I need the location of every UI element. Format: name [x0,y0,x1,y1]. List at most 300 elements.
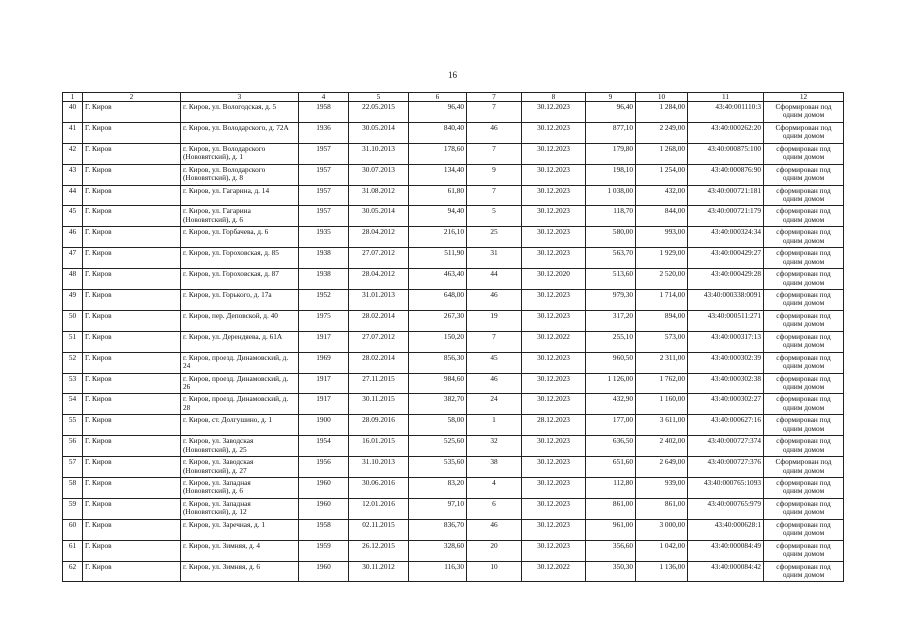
cell-cadastral-number: 43:40:001110:3 [688,102,764,123]
cell-residents: 45 [467,352,522,373]
cell-area-total: 960,50 [586,352,636,373]
cell-address: г. Киров, ул. Вологодская, д. 5 [181,102,299,123]
cell-area-living: 856,30 [409,352,467,373]
cell-cadastral-number: 43:40:000721:181 [688,185,764,206]
cell-address: г. Киров, ст. Долгушино, д. 1 [181,415,299,436]
cell-area-living: 116,30 [409,561,467,582]
cell-land-area: 3 000,00 [636,519,688,540]
cell-land-status: Сформирован под одним домом [764,122,844,143]
table-row [63,269,844,290]
cell-area-living: 984,60 [409,373,467,394]
cell-address: г. Киров, ул. Заречная, д. 1 [181,519,299,540]
cell-address: г. Киров, ул. Гороховская, д. 85 [181,248,299,269]
cell-city: Г. Киров [83,102,181,123]
cell-row-number: 60 [63,519,83,540]
cell-land-area: 2 402,00 [636,436,688,457]
cell-date: 02.11.2015 [349,519,409,540]
cell-year-built: 1938 [299,248,349,269]
cell-date: 31.01.2013 [349,290,409,311]
cell-area-total: 432,90 [586,394,636,415]
cell-cadastral-number: 43:40:000338:0091 [688,290,764,311]
cell-land-area: 1 136,00 [636,561,688,582]
cell-row-number: 42 [63,143,83,164]
cell-city: Г. Киров [83,206,181,227]
cell-land-status: Сформирован под одним домом [764,102,844,123]
column-header-8: 8 [522,93,586,102]
cell-area-living: 150,20 [409,331,467,352]
cell-land-status: сформирован под одним домом [764,269,844,290]
table-row [63,143,844,164]
cell-year-built: 1960 [299,498,349,519]
cell-cadastral-number: 43:40:000765:1093 [688,478,764,499]
cell-cadastral-number: 43:40:000317:13 [688,331,764,352]
cell-city: Г. Киров [83,352,181,373]
cell-residents: 46 [467,122,522,143]
cell-row-number: 62 [63,561,83,582]
cell-address: г. Киров, ул. Володарского (Нововятский), д. 1 [181,143,299,164]
cell-area-total: 513,60 [586,269,636,290]
cell-row-number: 52 [63,352,83,373]
cell-cadastral-number: 43:40:000765:979 [688,498,764,519]
cell-land-area: 1 042,00 [636,540,688,561]
cell-residents: 46 [467,290,522,311]
cell-deadline: 30.12.2023 [522,227,586,248]
cell-residents: 31 [467,248,522,269]
table-row [63,540,844,561]
cell-area-living: 840,40 [409,122,467,143]
cell-area-total: 1 038,00 [586,185,636,206]
column-header-6: 6 [409,93,467,102]
cell-date: 30.05.2014 [349,122,409,143]
cell-land-status: сформирован под одним домом [764,561,844,582]
table-row [63,310,844,331]
table-row [63,164,844,185]
cell-land-area: 1 714,00 [636,290,688,311]
cell-date: 30.11.2015 [349,394,409,415]
column-header-11: 11 [688,93,764,102]
cell-land-area: 2 649,00 [636,457,688,478]
table-row [63,248,844,269]
table-row [63,185,844,206]
cell-land-status: сформирован под одним домом [764,310,844,331]
cell-area-living: 58,00 [409,415,467,436]
cell-land-area: 894,00 [636,310,688,331]
cell-address: г. Киров, ул. Дерендяева, д. 61А [181,331,299,352]
cell-date: 30.11.2012 [349,561,409,582]
cell-land-status: сформирован под одним домом [764,540,844,561]
cell-date: 28.04.2012 [349,227,409,248]
cell-date: 28.09.2016 [349,415,409,436]
cell-land-status: сформирован под одним домом [764,227,844,248]
cell-residents: 7 [467,102,522,123]
cell-date: 30.05.2014 [349,206,409,227]
column-header-5: 5 [349,93,409,102]
cell-land-status: сформирован под одним домом [764,164,844,185]
cell-row-number: 46 [63,227,83,248]
cell-area-total: 580,00 [586,227,636,248]
cell-area-total: 961,00 [586,519,636,540]
cell-land-status: сформирован под одним домом [764,248,844,269]
cell-area-total: 350,30 [586,561,636,582]
cell-cadastral-number: 43:40:000324:34 [688,227,764,248]
cell-cadastral-number: 43:40:000429:28 [688,269,764,290]
cell-cadastral-number: 43:40:000262:20 [688,122,764,143]
cell-area-living: 328,60 [409,540,467,561]
cell-deadline: 30.12.2023 [522,394,586,415]
table-body [63,93,844,582]
cell-residents: 7 [467,143,522,164]
cell-deadline: 30.12.2022 [522,561,586,582]
cell-land-area: 993,00 [636,227,688,248]
cell-year-built: 1917 [299,331,349,352]
cell-address: г. Киров, пер. Деповской, д. 40 [181,310,299,331]
cell-row-number: 54 [63,394,83,415]
cell-area-living: 511,90 [409,248,467,269]
cell-land-status: сформирован под одним домом [764,143,844,164]
cell-land-status: сформирован под одним домом [764,290,844,311]
cell-area-total: 979,30 [586,290,636,311]
cell-residents: 1 [467,415,522,436]
column-header-7: 7 [467,93,522,102]
cell-area-total: 861,00 [586,498,636,519]
cell-city: Г. Киров [83,227,181,248]
cell-deadline: 30.12.2023 [522,143,586,164]
cell-row-number: 44 [63,185,83,206]
cell-city: Г. Киров [83,373,181,394]
cell-deadline: 30.12.2023 [522,498,586,519]
cell-row-number: 40 [63,102,83,123]
table-row [63,227,844,248]
cell-address: г. Киров, ул. Горбачева, д. 6 [181,227,299,248]
cell-area-living: 83,20 [409,478,467,499]
cell-area-living: 97,10 [409,498,467,519]
cell-city: Г. Киров [83,415,181,436]
cell-area-living: 216,10 [409,227,467,248]
cell-date: 22.05.2015 [349,102,409,123]
cell-area-total: 317,20 [586,310,636,331]
cell-area-living: 463,40 [409,269,467,290]
cell-city: Г. Киров [83,122,181,143]
cell-land-status: сформирован под одним домом [764,478,844,499]
cell-land-status: сформирован под одним домом [764,373,844,394]
cell-area-total: 112,80 [586,478,636,499]
cell-deadline: 30.12.2023 [522,206,586,227]
cell-area-total: 255,10 [586,331,636,352]
cell-area-living: 267,30 [409,310,467,331]
cell-date: 31.08.2012 [349,185,409,206]
table-row [63,436,844,457]
cell-year-built: 1917 [299,373,349,394]
cell-cadastral-number: 43:40:000302:39 [688,352,764,373]
cell-area-total: 563,70 [586,248,636,269]
table-row [63,457,844,478]
cell-land-status: сформирован под одним домом [764,498,844,519]
cell-deadline: 30.12.2023 [522,122,586,143]
cell-city: Г. Киров [83,540,181,561]
cell-date: 30.07.2013 [349,164,409,185]
cell-cadastral-number: 43:40:000429:27 [688,248,764,269]
cell-cadastral-number: 43:40:000628:1 [688,519,764,540]
cell-cadastral-number: 43:40:000084:49 [688,540,764,561]
cell-year-built: 1957 [299,206,349,227]
cell-address: г. Киров, ул. Володарского (Нововятский), д. 8 [181,164,299,185]
cell-address: г. Киров, проезд. Динамовский, д. 28 [181,394,299,415]
cell-deadline: 30.12.2023 [522,352,586,373]
cell-residents: 4 [467,478,522,499]
cell-address: г. Киров, ул. Зимняя, д. 6 [181,561,299,582]
cell-deadline: 30.12.2023 [522,310,586,331]
cell-city: Г. Киров [83,185,181,206]
cell-area-living: 648,00 [409,290,467,311]
column-header-12: 12 [764,93,844,102]
cell-date: 26.12.2015 [349,540,409,561]
cell-land-area: 1 929,00 [636,248,688,269]
cell-year-built: 1959 [299,540,349,561]
cell-row-number: 47 [63,248,83,269]
cell-city: Г. Киров [83,478,181,499]
cell-city: Г. Киров [83,310,181,331]
cell-address: г. Киров, ул. Заводская (Нововятский), д. 27 [181,457,299,478]
cell-residents: 10 [467,561,522,582]
cell-cadastral-number: 43:40:000084:42 [688,561,764,582]
cell-date: 31.10.2013 [349,143,409,164]
cell-area-total: 177,00 [586,415,636,436]
cell-date: 27.07.2012 [349,248,409,269]
cell-area-total: 356,60 [586,540,636,561]
housing-table [62,92,844,582]
table-row [63,478,844,499]
cell-city: Г. Киров [83,269,181,290]
cell-cadastral-number: 43:40:000875:100 [688,143,764,164]
cell-residents: 19 [467,310,522,331]
cell-land-status: сформирован под одним домом [764,436,844,457]
cell-city: Г. Киров [83,394,181,415]
cell-year-built: 1958 [299,519,349,540]
cell-year-built: 1952 [299,290,349,311]
cell-deadline: 30.12.2023 [522,519,586,540]
cell-city: Г. Киров [83,290,181,311]
cell-area-living: 535,60 [409,457,467,478]
cell-area-total: 1 126,00 [586,373,636,394]
cell-area-total: 198,10 [586,164,636,185]
cell-land-area: 844,00 [636,206,688,227]
cell-area-total: 877,10 [586,122,636,143]
cell-city: Г. Киров [83,561,181,582]
page-number: 16 [448,70,457,80]
cell-land-status: сформирован под одним домом [764,519,844,540]
cell-area-living: 96,40 [409,102,467,123]
cell-cadastral-number: 43:40:000627:16 [688,415,764,436]
table-row [63,394,844,415]
cell-address: г. Киров, ул. Володарского, д. 72А [181,122,299,143]
cell-land-status: сформирован под одним домом [764,206,844,227]
cell-address: г. Киров, ул. Гагарина, д. 14 [181,185,299,206]
table-row [63,102,844,123]
cell-area-living: 61,80 [409,185,467,206]
cell-land-status: сформирован под одним домом [764,394,844,415]
cell-area-total: 179,80 [586,143,636,164]
cell-address: г. Киров, проезд. Динамовский, д. 26 [181,373,299,394]
cell-area-total: 118,70 [586,206,636,227]
cell-deadline: 30.12.2023 [522,436,586,457]
cell-date: 27.11.2015 [349,373,409,394]
table-row [63,122,844,143]
cell-land-area: 2 520,00 [636,269,688,290]
cell-date: 28.04.2012 [349,269,409,290]
cell-land-status: сформирован под одним домом [764,185,844,206]
table-row [63,498,844,519]
cell-residents: 44 [467,269,522,290]
cell-city: Г. Киров [83,331,181,352]
table-row [63,561,844,582]
cell-row-number: 48 [63,269,83,290]
cell-date: 12.01.2016 [349,498,409,519]
cell-city: Г. Киров [83,498,181,519]
cell-deadline: 30.12.2020 [522,269,586,290]
cell-year-built: 1938 [299,269,349,290]
cell-address: г. Киров, ул. Западная (Нововятский), д. 6 [181,478,299,499]
cell-cadastral-number: 43:40:000302:27 [688,394,764,415]
cell-date: 27.07.2012 [349,331,409,352]
cell-land-area: 939,00 [636,478,688,499]
cell-address: г. Киров, ул. Зимняя, д. 4 [181,540,299,561]
cell-year-built: 1936 [299,122,349,143]
header-row [63,93,844,102]
cell-land-area: 1 284,00 [636,102,688,123]
cell-land-area: 1 160,00 [636,394,688,415]
cell-year-built: 1958 [299,102,349,123]
cell-land-area: 1 254,00 [636,164,688,185]
cell-deadline: 30.12.2023 [522,185,586,206]
column-header-1: 1 [63,93,83,102]
cell-land-area: 861,00 [636,498,688,519]
cell-year-built: 1956 [299,457,349,478]
cell-cadastral-number: 43:40:000721:179 [688,206,764,227]
cell-deadline: 30.12.2023 [522,478,586,499]
cell-land-area: 573,00 [636,331,688,352]
cell-address: г. Киров, проезд. Динамовский, д. 24 [181,352,299,373]
cell-city: Г. Киров [83,164,181,185]
cell-residents: 20 [467,540,522,561]
cell-row-number: 58 [63,478,83,499]
cell-address: г. Киров, ул. Гороховская, д. 87 [181,269,299,290]
cell-cadastral-number: 43:40:000727:374 [688,436,764,457]
cell-residents: 38 [467,457,522,478]
cell-year-built: 1957 [299,143,349,164]
column-header-10: 10 [636,93,688,102]
cell-residents: 6 [467,498,522,519]
cell-residents: 46 [467,519,522,540]
cell-cadastral-number: 43:40:000302:38 [688,373,764,394]
cell-year-built: 1957 [299,164,349,185]
column-header-2: 2 [83,93,181,102]
cell-residents: 32 [467,436,522,457]
cell-address: г. Киров, ул. Западная (Нововятский), д. 12 [181,498,299,519]
cell-deadline: 30.12.2023 [522,102,586,123]
cell-deadline: 30.12.2023 [522,373,586,394]
cell-year-built: 1975 [299,310,349,331]
cell-area-living: 94,40 [409,206,467,227]
cell-land-area: 2 249,00 [636,122,688,143]
cell-area-living: 134,40 [409,164,467,185]
cell-row-number: 43 [63,164,83,185]
cell-row-number: 53 [63,373,83,394]
cell-land-area: 2 311,00 [636,352,688,373]
cell-area-total: 636,50 [586,436,636,457]
column-header-3: 3 [181,93,299,102]
cell-land-status: сформирован под одним домом [764,352,844,373]
cell-city: Г. Киров [83,248,181,269]
table-row [63,415,844,436]
cell-date: 16.01.2015 [349,436,409,457]
column-header-4: 4 [299,93,349,102]
cell-address: г. Киров, ул. Горького, д. 17а [181,290,299,311]
cell-year-built: 1957 [299,185,349,206]
cell-date: 30.06.2016 [349,478,409,499]
cell-date: 31.10.2013 [349,457,409,478]
cell-cadastral-number: 43:40:000727:376 [688,457,764,478]
cell-area-living: 836,70 [409,519,467,540]
cell-row-number: 59 [63,498,83,519]
cell-year-built: 1900 [299,415,349,436]
cell-deadline: 28.12.2023 [522,415,586,436]
cell-row-number: 45 [63,206,83,227]
cell-year-built: 1960 [299,478,349,499]
cell-residents: 46 [467,373,522,394]
cell-area-living: 382,70 [409,394,467,415]
cell-land-status: сформирован под одним домом [764,415,844,436]
cell-year-built: 1917 [299,394,349,415]
cell-row-number: 41 [63,122,83,143]
cell-residents: 7 [467,185,522,206]
cell-address: г. Киров, ул. Заводская (Нововятский), д. 25 [181,436,299,457]
cell-area-total: 651,60 [586,457,636,478]
cell-land-status: сформирован под одним домом [764,331,844,352]
table-row [63,373,844,394]
cell-year-built: 1960 [299,561,349,582]
cell-row-number: 50 [63,310,83,331]
cell-row-number: 61 [63,540,83,561]
cell-deadline: 30.12.2023 [522,164,586,185]
cell-residents: 5 [467,206,522,227]
cell-land-area: 1 762,00 [636,373,688,394]
cell-cadastral-number: 43:40:000511:271 [688,310,764,331]
table-row [63,206,844,227]
cell-date: 28.02.2014 [349,352,409,373]
cell-row-number: 57 [63,457,83,478]
cell-land-status: Сформирован под одним домом [764,457,844,478]
table-row [63,352,844,373]
cell-year-built: 1935 [299,227,349,248]
cell-residents: 7 [467,331,522,352]
cell-area-living: 178,60 [409,143,467,164]
cell-deadline: 30.12.2023 [522,457,586,478]
cell-area-total: 96,40 [586,102,636,123]
cell-city: Г. Киров [83,143,181,164]
cell-area-living: 525,60 [409,436,467,457]
cell-cadastral-number: 43:40:000876:90 [688,164,764,185]
cell-land-area: 1 268,00 [636,143,688,164]
cell-address: г. Киров, ул. Гагарина (Нововятский), д. 6 [181,206,299,227]
cell-deadline: 30.12.2023 [522,540,586,561]
cell-row-number: 51 [63,331,83,352]
cell-year-built: 1954 [299,436,349,457]
cell-deadline: 30.12.2023 [522,248,586,269]
cell-city: Г. Киров [83,519,181,540]
cell-year-built: 1969 [299,352,349,373]
cell-city: Г. Киров [83,436,181,457]
cell-residents: 25 [467,227,522,248]
